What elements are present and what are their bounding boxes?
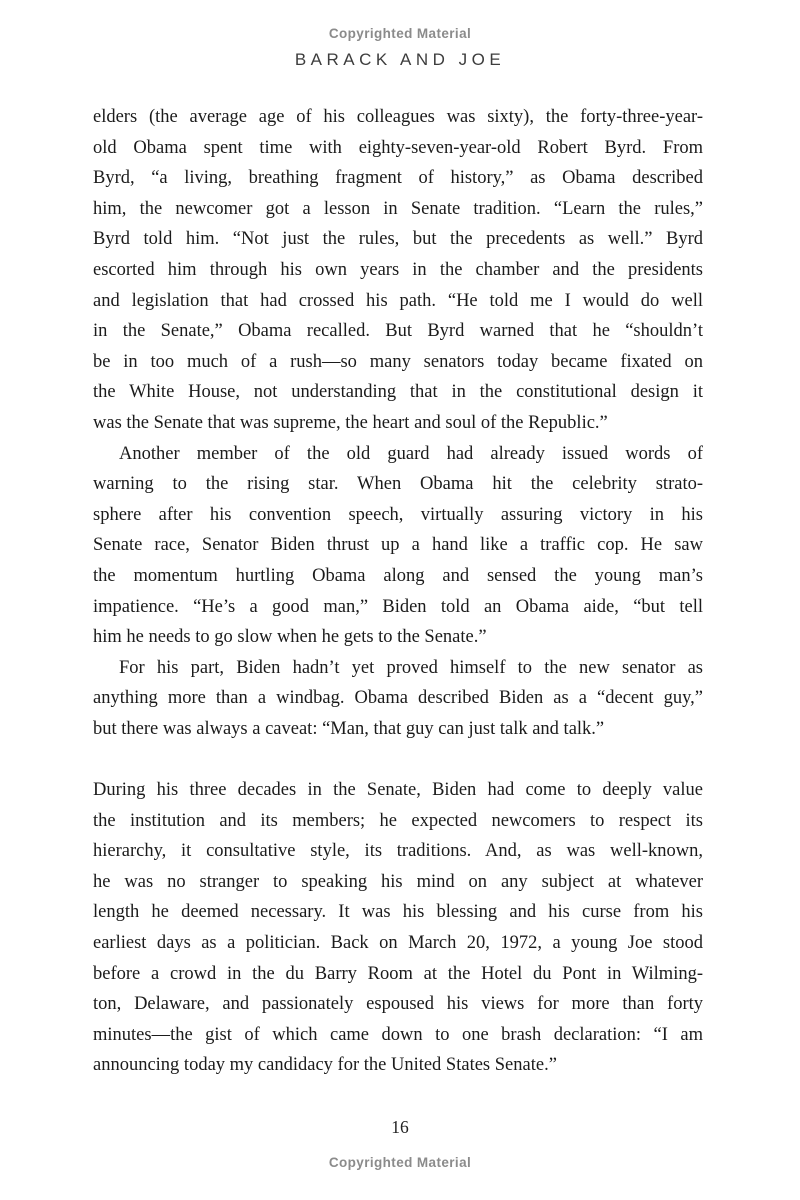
- text-line: Another member of the old guard had already issued words of: [119, 443, 703, 464]
- text-line: warning to the rising star. When Obama hit the celebrity strato-: [93, 474, 703, 495]
- text-line: the White House, not understanding that in the constitutional design it: [93, 382, 703, 403]
- text-line: Senate race, Senator Biden thrust up a hand like a traffic cop. He saw: [93, 535, 703, 556]
- text-line: old Obama spent time with eighty-seven-year-old Robert Byrd. From: [93, 137, 703, 158]
- text-line: him he needs to go slow when he gets to the Senate.”: [93, 627, 487, 648]
- paragraph: [93, 653, 703, 745]
- text-line: was the Senate that was supreme, the heart and soul of the Republic.”: [93, 412, 608, 433]
- text-line: minutes—the gist of which came down to one brash declaration: “I am: [93, 1024, 703, 1045]
- text-line: him, the newcomer got a lesson in Senate tradition. “Learn the rules,”: [93, 198, 703, 219]
- text-line: earliest days as a politician. Back on March 20, 1972, a young Joe stood: [93, 933, 703, 954]
- text-line: the momentum hurtling Obama along and sensed the young man’s: [93, 565, 703, 586]
- text-line: announcing today my candidacy for the United States Senate.”: [93, 1055, 557, 1076]
- text-line: anything more than a windbag. Obama described Biden as a “decent guy,”: [93, 688, 703, 709]
- text-line: in the Senate,” Obama recalled. But Byrd warned that he “shouldn’t: [93, 321, 703, 342]
- copyright-notice-bottom: Copyrighted Material: [328, 1155, 472, 1170]
- text-line: length he deemed necessary. It was his blessing and his curse from his: [93, 902, 703, 923]
- text-line: and legislation that had crossed his path. “He told me I would do well: [93, 290, 703, 311]
- text-line: before a crowd in the du Barry Room at the Hotel du Pont in Wilming-: [93, 963, 703, 984]
- text-line: Byrd, “a living, breathing fragment of history,” as Obama described: [93, 168, 703, 189]
- text-line: but there was always a caveat: “Man, that guy can just talk and talk.”: [93, 718, 605, 739]
- text-line: escorted him through his own years in the chamber and the presidents: [93, 259, 703, 280]
- page-number: 16: [391, 1117, 409, 1137]
- text-line: During his three decades in the Senate, Biden had come to deeply value: [93, 780, 703, 801]
- text-line: he was no stranger to speaking his mind on any subject at whatever: [93, 871, 703, 892]
- running-head-title: BARACK AND JOE: [294, 50, 506, 69]
- paragraph: [93, 102, 703, 439]
- text-line: elders (the average age of his colleagues was sixty), the forty-three-year-: [93, 107, 703, 127]
- text-line: For his part, Biden hadn’t yet proved himself to the new senator as: [119, 657, 703, 678]
- text-block: [93, 102, 703, 1081]
- copyright-notice-top: Copyrighted Material: [328, 26, 472, 41]
- text-line: Byrd told him. “Not just the rules, but the precedents as well.” Byrd: [93, 229, 703, 250]
- paragraph: [93, 775, 703, 1081]
- text-line: the institution and its members; he expected newcomers to respect its: [93, 810, 703, 831]
- paragraph: [93, 439, 703, 653]
- text-line: be in too much of a rush—so many senators today became fixated on: [93, 351, 703, 372]
- text-line: ton, Delaware, and passionately espoused his views for more than forty: [93, 994, 703, 1015]
- text-line: impatience. “He’s a good man,” Biden told an Obama aide, “but tell: [93, 596, 703, 617]
- text-line: hierarchy, it consultative style, its traditions. And, as was well-known,: [93, 841, 703, 862]
- text-line: sphere after his convention speech, virtually assuring victory in his: [93, 504, 703, 525]
